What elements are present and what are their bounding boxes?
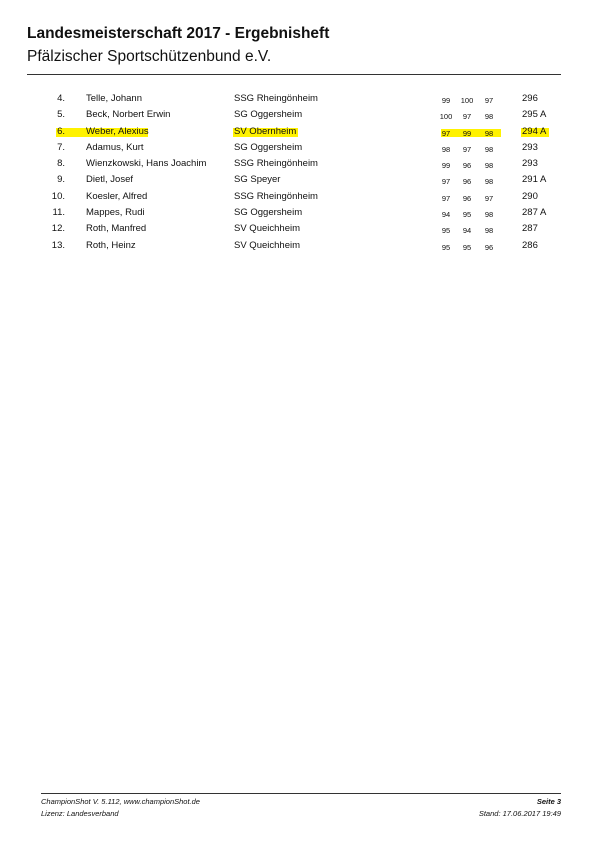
club-name: SV Queichheim [234, 239, 301, 251]
total-score: 294 A [522, 125, 547, 137]
results-table [0, 91, 604, 254]
series-score-3: 98 [484, 144, 494, 154]
club-name: SG Oggersheim [234, 141, 303, 153]
total-score: 287 A [522, 207, 547, 219]
table-row [0, 124, 604, 140]
shooter-name: Weber, Alexius [86, 125, 149, 137]
total-score: 286 [522, 239, 538, 251]
series-score-2: 94 [462, 226, 472, 236]
table-row [0, 172, 604, 188]
series-score-1: 95 [441, 242, 451, 252]
series-score-1: 100 [439, 112, 453, 122]
organization-name: Pfälzischer Sportschützenbund e.V. [27, 48, 272, 65]
series-score-3: 98 [484, 177, 494, 187]
rank-cell: 6. [57, 125, 65, 137]
series-score-2: 96 [462, 193, 472, 203]
series-score-1: 95 [441, 226, 451, 236]
table-row [0, 189, 604, 205]
series-score-1: 97 [441, 128, 451, 138]
page-number: Seite 3 [536, 797, 561, 806]
series-score-2: 99 [462, 128, 472, 138]
series-score-3: 98 [484, 226, 494, 236]
total-score: 293 [522, 158, 538, 170]
total-score: 287 [522, 223, 538, 235]
series-score-3: 98 [484, 210, 494, 220]
shooter-name: Wienzkowski, Hans Joachim [86, 158, 207, 170]
document-title: Landesmeisterschaft 2017 - Ergebnisheft [27, 25, 330, 42]
rank-cell: 9. [57, 174, 65, 186]
series-score-1: 99 [441, 96, 451, 105]
software-credit: ChampionShot V. 5.112, www.championShot.de [41, 797, 200, 806]
club-name: SSG Rheingönheim [234, 190, 318, 202]
footer-right [479, 796, 561, 820]
series-score-3: 98 [484, 128, 494, 138]
series-score-1: 94 [441, 210, 451, 220]
series-score-2: 100 [460, 96, 474, 105]
series-score-3: 97 [484, 193, 494, 203]
table-row [0, 91, 604, 107]
rank-cell: 11. [52, 207, 65, 219]
rank-cell: 7. [57, 141, 65, 153]
series-score-2: 97 [462, 144, 472, 154]
total-score: 291 A [522, 174, 547, 186]
club-name: SV Queichheim [234, 223, 301, 235]
rank-cell: 13. [51, 239, 65, 251]
club-name: SSG Rheingönheim [234, 93, 318, 104]
series-score-2: 95 [462, 242, 472, 252]
table-row [0, 156, 604, 172]
table-row [0, 107, 604, 123]
shooter-name: Adamus, Kurt [86, 141, 144, 153]
club-name: SV Obernheim [234, 125, 297, 137]
rank-cell: 5. [57, 109, 65, 121]
series-score-3: 96 [484, 242, 494, 252]
shooter-name: Beck, Norbert Erwin [86, 109, 171, 121]
shooter-name: Telle, Johann [86, 93, 142, 104]
rank-cell: 10. [51, 190, 65, 202]
table-row [0, 205, 604, 221]
print-date: Stand: 17.06.2017 19:49 [478, 809, 561, 818]
series-score-1: 97 [441, 177, 451, 187]
shooter-name: Koesler, Alfred [86, 190, 148, 202]
series-score-2: 95 [462, 210, 472, 220]
table-row [0, 140, 604, 156]
total-score: 295 A [522, 109, 547, 121]
series-score-2: 97 [462, 112, 472, 122]
header-divider [27, 74, 561, 75]
series-score-3: 98 [484, 112, 494, 122]
rank-cell: 4. [57, 93, 65, 104]
shooter-name: Roth, Heinz [86, 239, 136, 251]
footer-divider [41, 793, 561, 794]
rank-cell: 12. [51, 223, 65, 235]
club-name: SG Speyer [234, 174, 281, 186]
club-name: SG Oggersheim [234, 109, 303, 121]
series-score-2: 96 [462, 161, 472, 171]
club-name: SSG Rheingönheim [234, 158, 318, 170]
series-score-2: 96 [462, 177, 472, 187]
series-score-3: 98 [484, 161, 494, 171]
shooter-name: Mappes, Rudi [86, 207, 145, 219]
total-score: 293 [522, 141, 538, 153]
rank-cell: 8. [57, 158, 65, 170]
table-row [0, 221, 604, 237]
club-name: SG Oggersheim [234, 207, 303, 219]
total-score: 296 [522, 93, 538, 104]
shooter-name: Roth, Manfred [86, 223, 147, 235]
footer-left [41, 796, 200, 820]
series-score-1: 98 [441, 144, 451, 154]
series-score-1: 99 [441, 161, 451, 171]
series-score-3: 97 [484, 96, 494, 105]
series-score-1: 97 [441, 193, 451, 203]
license-text: Lizenz: Landesverband [41, 809, 119, 818]
table-row [0, 238, 604, 254]
shooter-name: Dietl, Josef [86, 174, 133, 186]
total-score: 290 [522, 190, 538, 202]
page-header [27, 24, 567, 68]
